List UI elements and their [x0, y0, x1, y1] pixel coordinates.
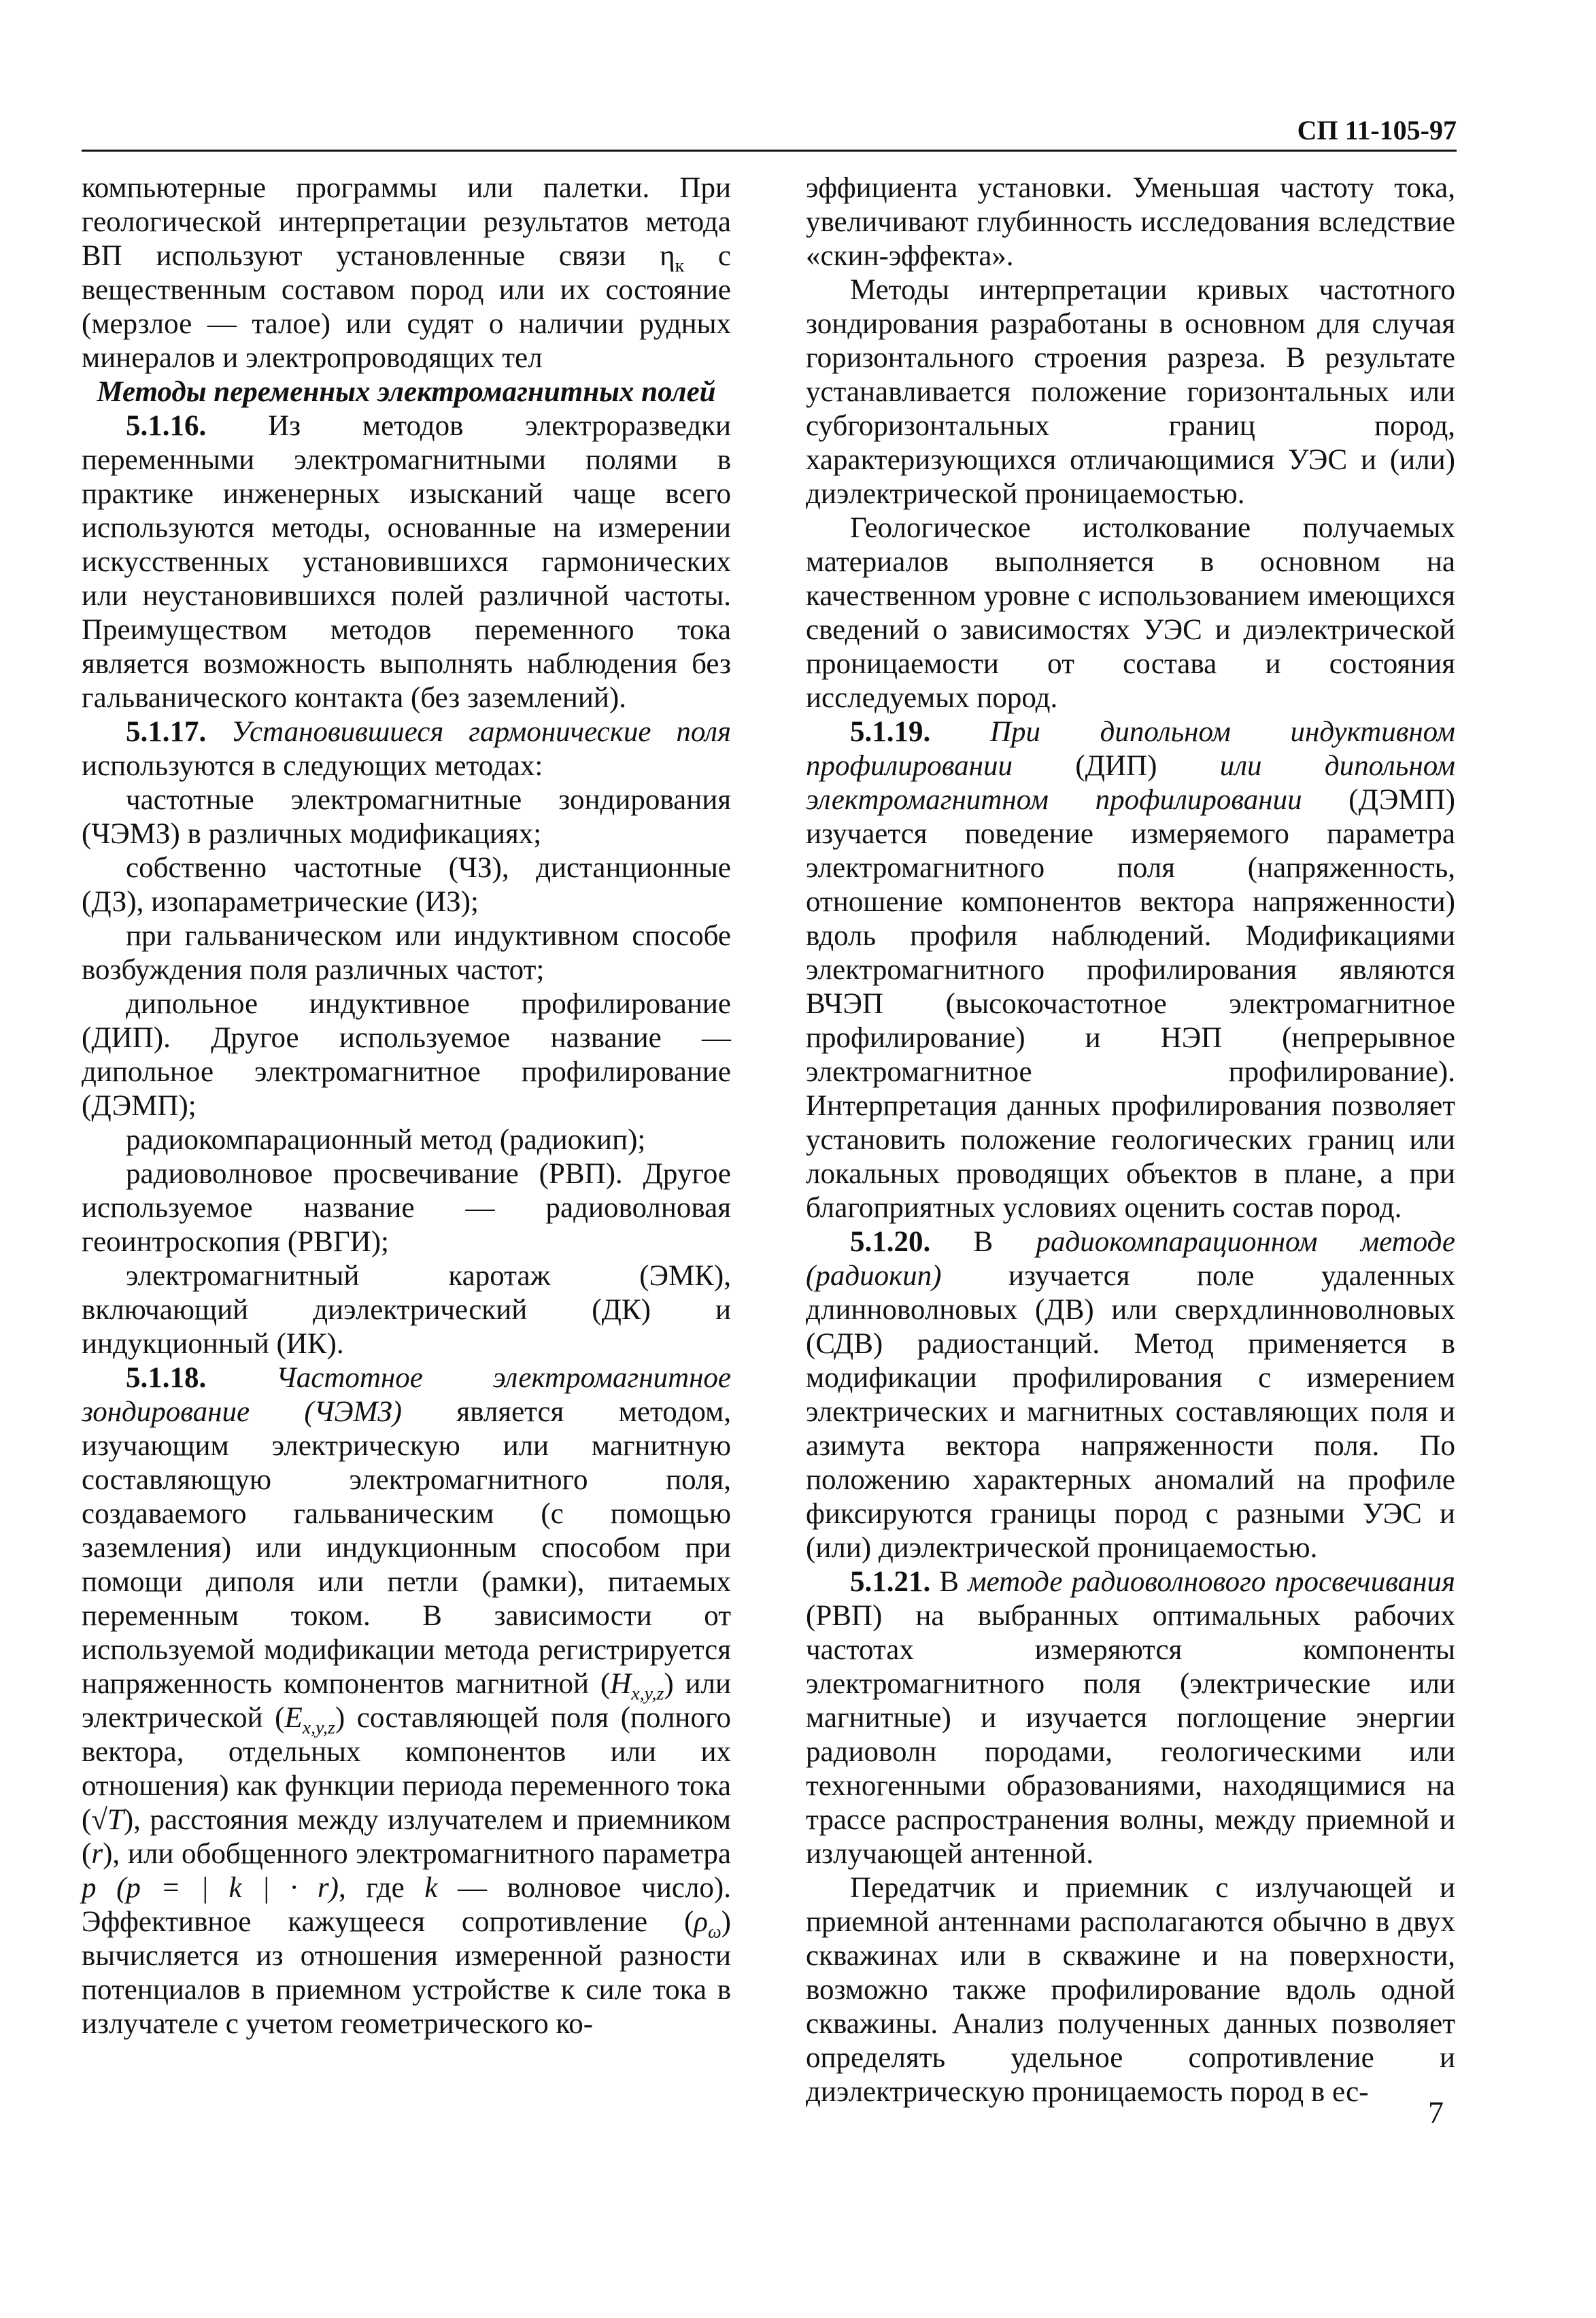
clause-number: 5.1.16.: [126, 410, 207, 442]
clause-number: 5.1.20.: [850, 1226, 931, 1258]
paragraph-continued: [82, 171, 731, 375]
text-run: изучается поле удаленных длинноволновых (ДВ) или сверхдлинноволновых (СДВ) радиостанций. Метод применяется в модификации профилирования с измерением электрических и магнитных составляющих поля и азимута вектора напряженности поля. По положению характерных аномалий на профиле фиксируются границы пород с разными УЭС и (или) диэлектрической проницаемостью.: [806, 1260, 1455, 1564]
clause-term: При дипольном индуктивном профилировании: [806, 716, 1455, 782]
symbol: r: [91, 1838, 103, 1870]
paragraph: Передатчик и приемник с излучающей и приемной антеннами располагаются обычно в двух скважинах или в скважине и на поверхности, возможно также профилирование вдоль одной скважины. Анализ полученных данных позволяет определять удельное сопротивление и диэлектрическую проницаемость пород в ес-: [806, 1872, 1455, 2108]
paragraph: Геологическое истолкование получаемых материалов выполняется в основном на качественном уровне с использованием имеющихся сведений о зависимостях УЭС и диэлектрической проницаемости от состава и состояния исследуемых пород.: [806, 512, 1455, 714]
paragraph-continued: эффициента установки. Уменьшая частоту тока, увеличивают глубинность исследования вследствие «скин-эффекта».: [806, 172, 1455, 272]
list-item: дипольное индуктивное профилирование (ДИП). Другое используемое название — дипольное электромагнитное профилирование (ДЭМП);: [82, 988, 731, 1122]
page-number: 7: [1428, 2095, 1444, 2130]
page-header: [82, 109, 1457, 152]
clause-number: 5.1.17.: [126, 716, 207, 748]
text-run: ), расстояния между излучателем и приемником (: [82, 1804, 731, 1870]
clause-term: или дипольном электромагнитном профилировании: [806, 750, 1455, 816]
clause-5-1-17: [82, 715, 731, 783]
right-column: [806, 171, 1455, 2109]
text-run: ) составляющей поля (полного вектора, отдельных компонентов или их отношения) как функции периода переменного тока (√: [82, 1702, 732, 1836]
text-run: (ДЭМП) изучается поведение измеряемого параметра электромагнитного поля (напряженность, отношение компонентов вектора напряженности) вдоль профиля наблюдений. Модификациями электромагнитного профилирования являются ВЧЭП (высокочастотное электромагнитное профилирование) и НЭП (непрерывное электромагнитное профилирование). Интерпретация данных профилирования позволяет установить положение геологических границ или локальных проводящих объектов в плане, а при благоприятных условиях оценить состав пород.: [806, 784, 1456, 1224]
symbol: H: [610, 1668, 632, 1700]
text-run: В: [930, 1226, 1036, 1258]
list-item: частотные электромагнитные зондирования (ЧЭМЗ) в различных модификациях;: [82, 784, 731, 850]
clause-text: используются в следующих методах:: [82, 750, 543, 782]
paragraph: Методы интерпретации кривых частотного зондирования разработаны в основном для случая горизонтального строения разреза. В результате устанавливается положение горизонтальных или субгоризонтальных границ пород, характеризующихся отличающимися УЭС и (или) диэлектрической проницаемостью.: [806, 274, 1455, 510]
clause-5-1-20: [806, 1225, 1455, 1565]
clause-term: радиокомпарационном методе (радиокип): [806, 1226, 1455, 1292]
text-run: , где: [338, 1872, 425, 1904]
list-item: при гальваническом или индуктивном способе возбуждения поля различных частот;: [82, 920, 731, 986]
subscript: x,y,z: [302, 1717, 335, 1739]
symbol: k: [424, 1872, 438, 1904]
subscript: x,y,z: [631, 1683, 664, 1705]
text-run: — волновое число). Эффективное кажущееся сопротивление (: [82, 1872, 731, 1938]
clause-5-1-18: [82, 1361, 731, 2041]
text-run: ) вычисляется из отношения измеренной разности потенциалов в приемном устройстве к силе тока в излучателе с учетом геометрического ко-: [82, 1906, 731, 2040]
symbol: T: [107, 1804, 124, 1836]
list-item: радиокомпарационный метод (радиокип);: [126, 1124, 646, 1156]
text-run: с вещественным составом пород или их состояние (мерзлое — талое) или судят о наличии рудных минералов и электропроводящих тел: [82, 240, 731, 374]
text-run: В: [930, 1566, 968, 1598]
text-run: (РВП) на выбранных оптимальных рабочих частотах измеряются компоненты электромагнитного поля (электрические или магнитные) и изучается поглощение энергии радиоволн породами, геологическими или техногенными образованиями, находящимися на трассе распространения волны, между приемной и излучающей антенной.: [806, 1600, 1455, 1870]
clause-number: 5.1.19.: [850, 716, 931, 748]
clause-5-1-19: [806, 715, 1455, 1225]
clause-number: 5.1.18.: [126, 1362, 207, 1394]
symbol: ρ: [694, 1906, 708, 1938]
section-heading: Методы переменных электромагнитных полей: [97, 376, 716, 408]
text-run: является методом, изучающим электрическую или магнитную составляющую электромагнитного поля, создаваемого гальваническим (с помощью заземления) или индукционным способом при помощи диполя или петли (рамки), питаемых переменным током. В зависимости от используемой модификации метода регистрируется напряженность компонентов магнитной (: [82, 1396, 731, 1700]
clause-term: методе радиоволнового просвечивания: [968, 1566, 1455, 1598]
text-run: ) или электрической (: [82, 1668, 731, 1734]
clause-term: Частотное электромагнитное зондирование (ЧЭМЗ): [82, 1362, 731, 1428]
text-run: (ДИП): [1012, 750, 1220, 782]
symbol: E: [284, 1702, 303, 1734]
list-item: электромагнитный каротаж (ЭМК), включающий диэлектрический (ДК) и индукционный (ИК).: [82, 1260, 731, 1360]
list-item: радиоволновое просвечивание (РВП). Другое используемое название — радиоволновая геоинтроскопия (РВГИ);: [82, 1158, 731, 1258]
clause-5-1-16: [82, 409, 731, 715]
clause-5-1-21: [806, 1565, 1455, 1871]
text-run: компьютерные программы или палетки. При геологической интерпретации результатов метода ВП используют установленные связи η: [82, 172, 731, 272]
subscript: к: [675, 255, 685, 277]
clause-number: 5.1.21.: [850, 1566, 931, 1598]
document-code: СП 11-105-97: [1297, 115, 1457, 146]
clause-text: Из методов электроразведки переменными электромагнитными полями в практике инженерных изысканий чаще всего используются методы, основанные на измерении искусственных установившихся гармонических или неустановившихся полей различной частоты. Преимуществом методов переменного тока является возможность выполнять наблюдения без гальванического контакта (без заземлений).: [82, 410, 731, 714]
text-run: ), или обобщенного электромагнитного параметра: [103, 1838, 731, 1870]
subscript: ω: [707, 1921, 721, 1943]
clause-term: Установившиеся гармонические поля: [206, 716, 731, 748]
formula: p (p = | k | · r): [82, 1872, 339, 1904]
left-column: [82, 171, 731, 2041]
list-item: собственно частотные (ЧЗ), дистанционные (ДЗ), изопараметрические (ИЗ);: [82, 852, 731, 918]
